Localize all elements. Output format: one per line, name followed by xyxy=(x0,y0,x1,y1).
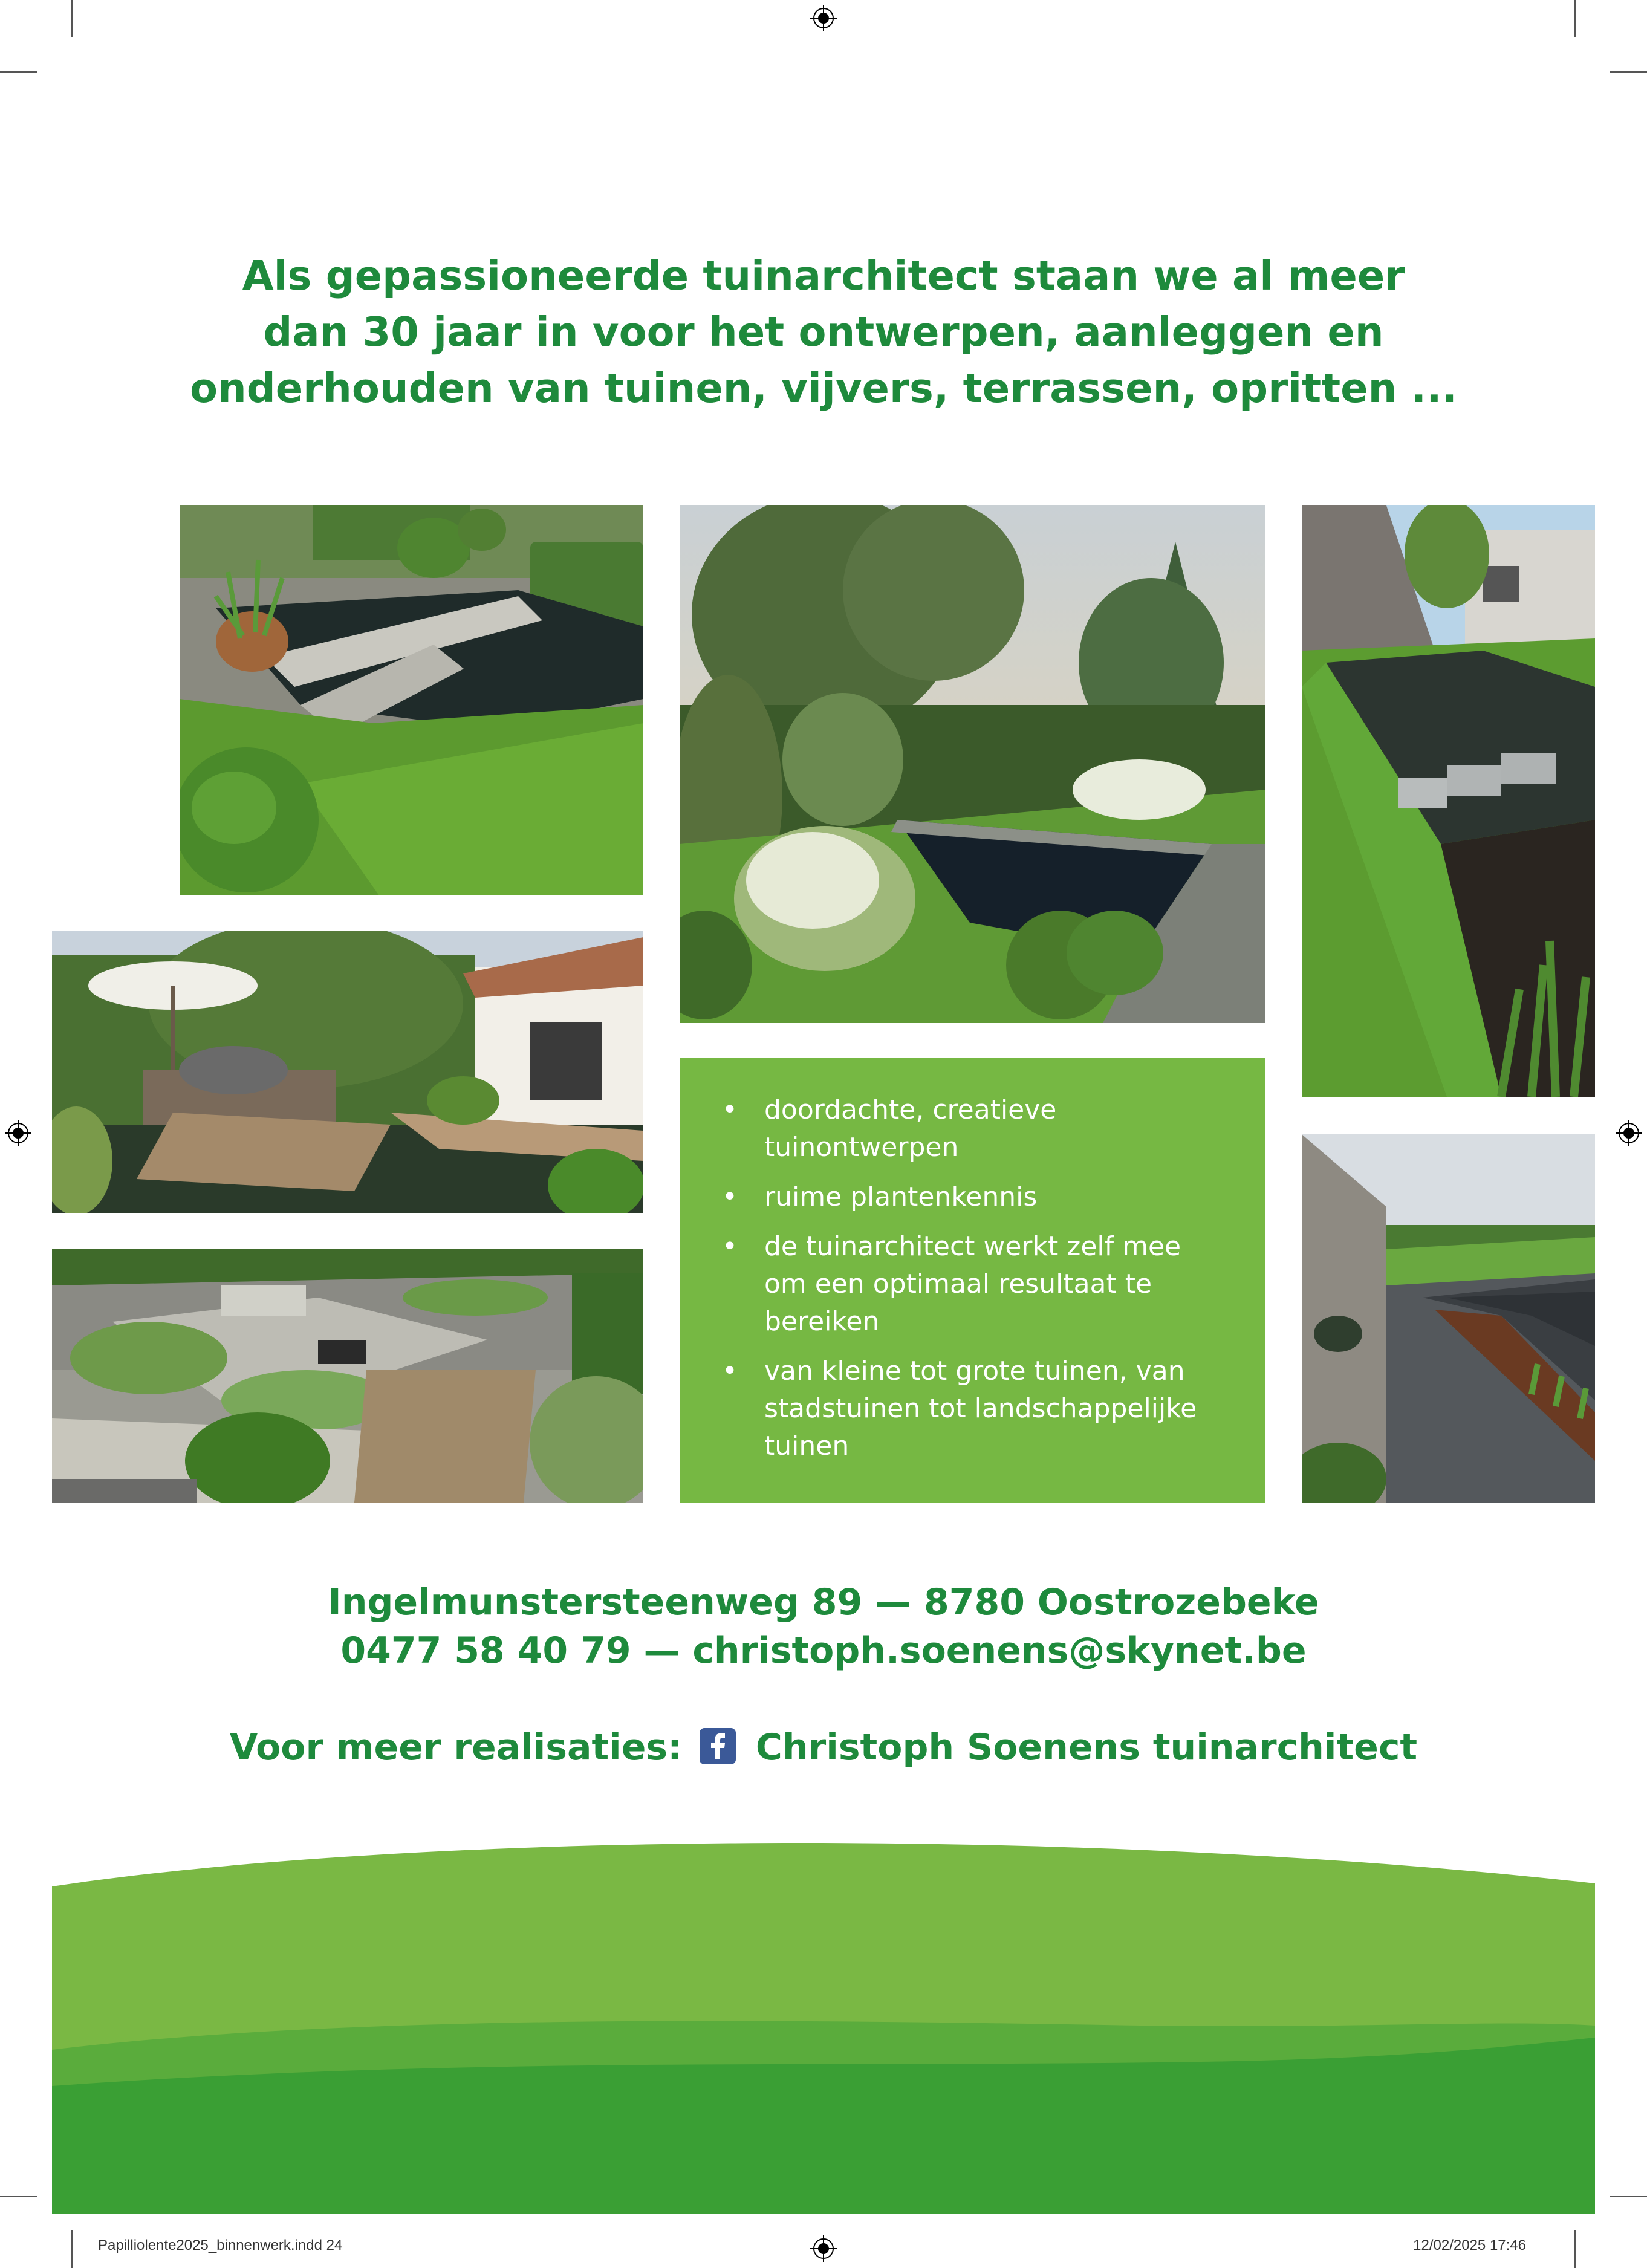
service-line: van kleine tot grote tuinen, van xyxy=(764,1356,1185,1386)
headline-line: Als gepassioneerde tuinarchitect staan we al meer xyxy=(242,252,1405,299)
bullet-icon: • xyxy=(722,1231,738,1262)
services-list xyxy=(722,1091,1242,1477)
headline-line: dan 30 jaar in voor het ontwerpen, aanleggen en xyxy=(263,308,1384,356)
registration-mark-icon xyxy=(810,2235,837,2262)
crop-mark xyxy=(1574,0,1576,37)
print-file-label: Papilliolente2025_binnenwerk.indd 24 xyxy=(98,2237,343,2253)
service-item xyxy=(722,1353,1242,1465)
crop-mark xyxy=(1610,71,1647,73)
service-item xyxy=(722,1178,1242,1216)
print-date-label: 12/02/2025 17:46 xyxy=(1413,2237,1526,2253)
crop-mark xyxy=(0,71,37,73)
registration-mark-icon xyxy=(1616,1120,1642,1146)
more-realisations xyxy=(121,1723,1526,1772)
bullet-icon: • xyxy=(722,1094,738,1125)
service-line: tuinontwerpen xyxy=(764,1132,959,1163)
service-item xyxy=(722,1228,1242,1340)
service-line: stadstuinen tot landschappelijke xyxy=(764,1393,1197,1424)
green-wave-banner xyxy=(52,1838,1595,2214)
contact-phone-email: 0477 58 40 79 — christoph.soenens@skynet.be xyxy=(340,1630,1307,1672)
registration-mark-icon xyxy=(5,1120,31,1146)
bullet-icon: • xyxy=(722,1181,738,1212)
crop-mark xyxy=(71,2230,73,2268)
service-line: tuinen xyxy=(764,1431,849,1461)
facebook-page-link[interactable]: Christoph Soenens tuinarchitect xyxy=(755,1726,1418,1769)
garden-photo-paved-water-feature xyxy=(1302,1134,1595,1503)
service-line: doordachte, creatieve xyxy=(764,1094,1057,1125)
headline xyxy=(181,248,1466,417)
service-line: de tuinarchitect werkt zelf mee xyxy=(764,1231,1181,1262)
service-item xyxy=(722,1091,1242,1166)
garden-photo-modern-pond xyxy=(1302,505,1595,1097)
contact-address: Ingelmunstersteenweg 89 — 8780 Oostrozebeke xyxy=(328,1581,1319,1623)
crop-mark xyxy=(1574,2230,1576,2268)
bullet-icon: • xyxy=(722,1356,738,1386)
garden-photo-sunset-pond xyxy=(680,505,1265,1023)
more-realisations-label: Voor meer realisaties: xyxy=(229,1726,683,1769)
services-box xyxy=(680,1058,1265,1503)
service-line: ruime plantenkennis xyxy=(764,1181,1038,1212)
service-line: bereiken xyxy=(764,1306,880,1337)
crop-mark xyxy=(1610,2196,1647,2197)
crop-mark xyxy=(0,2196,37,2197)
registration-mark-icon xyxy=(810,5,837,31)
garden-photo-terrace-umbrella xyxy=(52,931,643,1213)
crop-mark xyxy=(71,0,73,37)
garden-photo-pond-steps xyxy=(180,505,643,895)
service-line: om een optimaal resultaat te xyxy=(764,1269,1152,1299)
garden-photo-hosta-terrace xyxy=(52,1249,643,1503)
facebook-icon[interactable] xyxy=(700,1728,736,1764)
headline-line: onderhouden van tuinen, vijvers, terrassen, opritten ... xyxy=(190,365,1457,412)
